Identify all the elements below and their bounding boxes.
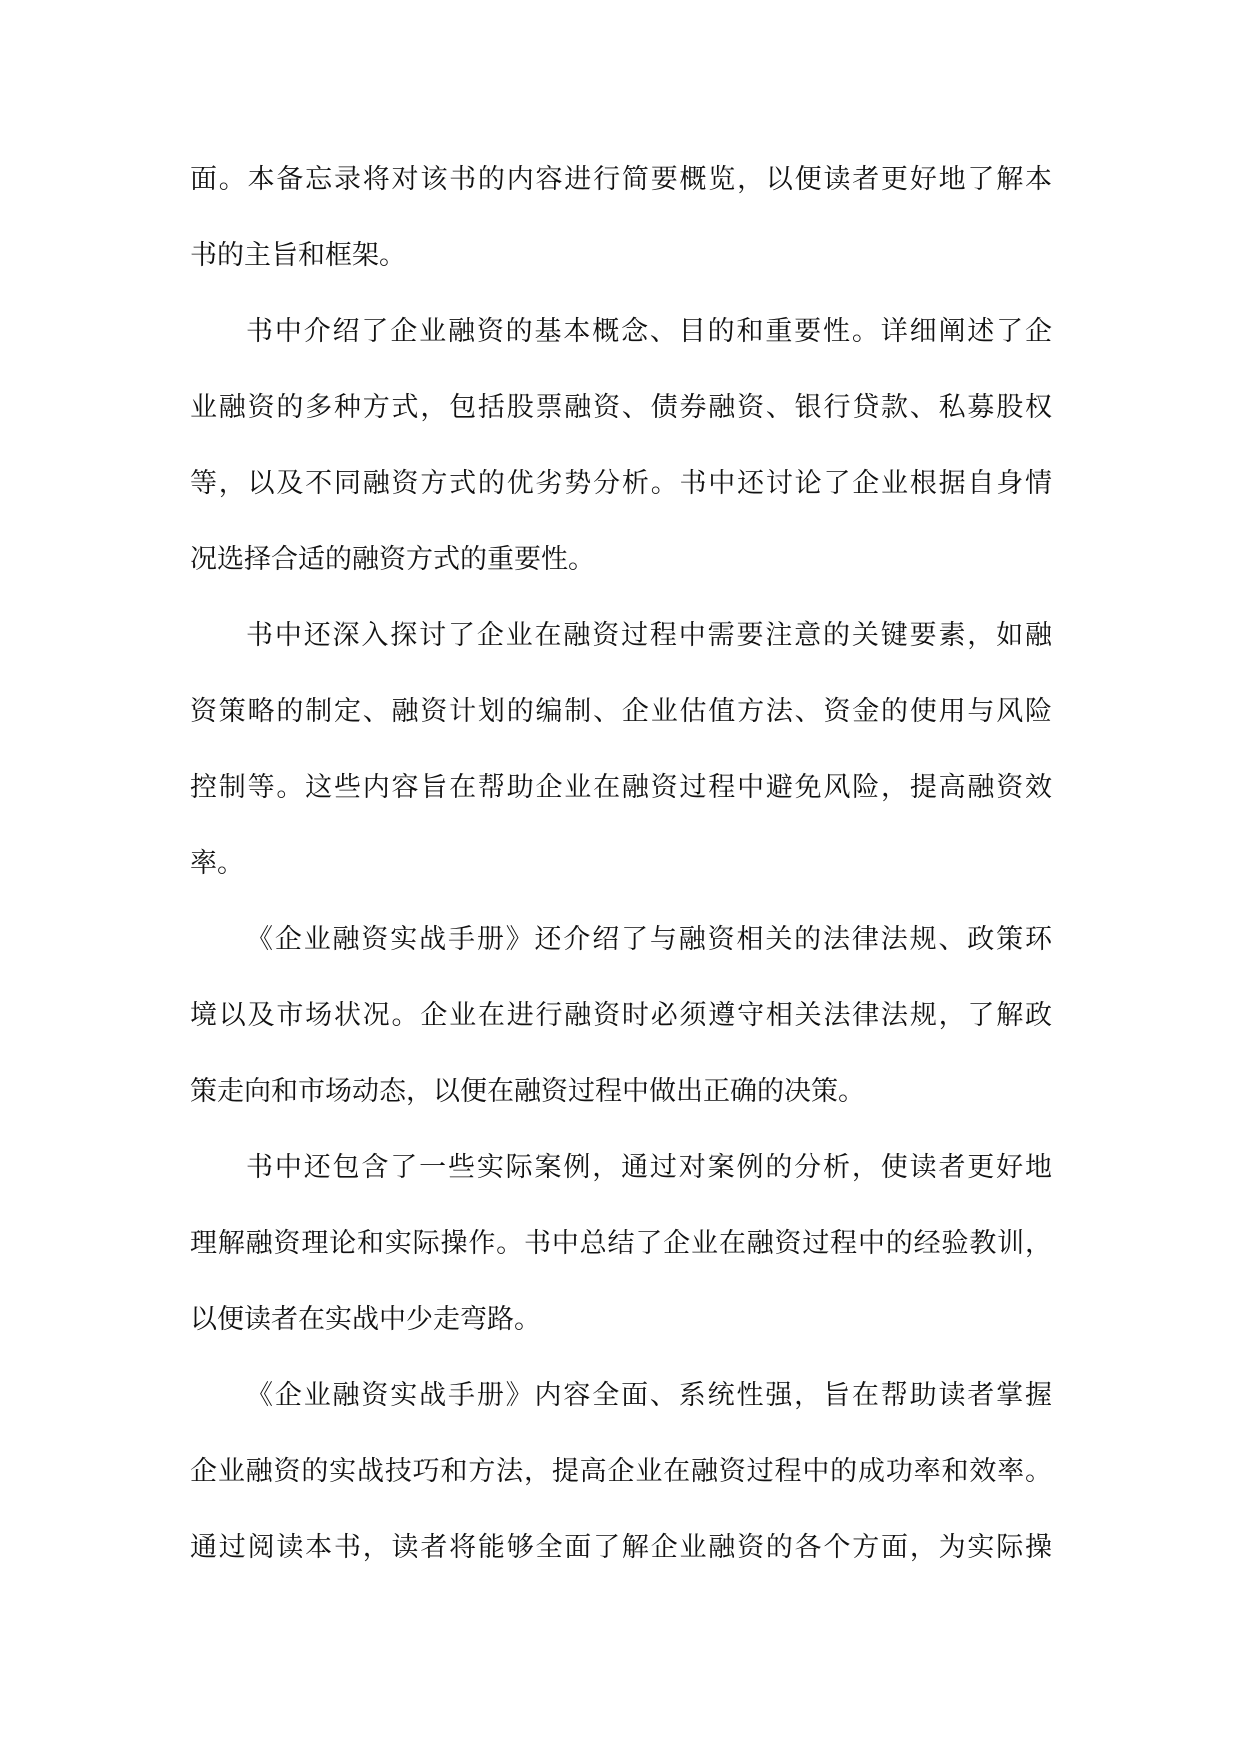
paragraph [190,142,1052,294]
text-line: 《企业融资实战手册》内容全面、系统性强，旨在帮助读者掌握 [246,1380,1052,1411]
paragraph [190,1358,1052,1586]
text-line: 《企业融资实战手册》还介绍了与融资相关的法律法规、政策环 [246,924,1052,955]
text-line: 书中还深入探讨了企业在融资过程中需要注意的关键要素，如融 [246,620,1052,651]
text-line: 况选择合适的融资方式的重要性。 [190,544,595,575]
body-text [190,142,1052,1586]
paragraph [190,294,1052,598]
text-line: 书中介绍了企业融资的基本概念、目的和重要性。详细阐述了企 [246,316,1052,347]
text-line: 书中还包含了一些实际案例，通过对案例的分析，使读者更好地 [246,1152,1052,1183]
text-line: 以便读者在实战中少走弯路。 [190,1304,541,1335]
text-line: 通过阅读本书，读者将能够全面了解企业融资的各个方面，为实际操 [190,1532,1052,1563]
text-line: 理解融资理论和实际操作。书中总结了企业在融资过程中的经验教训， [190,1228,1052,1259]
paragraph [190,902,1052,1130]
text-line: 等，以及不同融资方式的优劣势分析。书中还讨论了企业根据自身情 [190,468,1052,499]
text-line: 资策略的制定、融资计划的编制、企业估值方法、资金的使用与风险 [190,696,1052,727]
text-line: 策走向和市场动态，以便在融资过程中做出正确的决策。 [190,1076,865,1107]
text-line: 业融资的多种方式，包括股票融资、债券融资、银行贷款、私募股权 [190,392,1052,423]
text-line: 面。本备忘录将对该书的内容进行简要概览，以便读者更好地了解本 [190,164,1052,195]
text-line: 率。 [190,848,244,879]
text-line: 控制等。这些内容旨在帮助企业在融资过程中避免风险，提高融资效 [190,772,1052,803]
text-line: 企业融资的实战技巧和方法，提高企业在融资过程中的成功率和效率。 [190,1456,1052,1487]
text-line: 书的主旨和框架。 [190,240,406,271]
text-line: 境以及市场状况。企业在进行融资时必须遵守相关法律法规，了解政 [190,1000,1052,1031]
paragraph [190,1130,1052,1358]
paragraph [190,598,1052,902]
